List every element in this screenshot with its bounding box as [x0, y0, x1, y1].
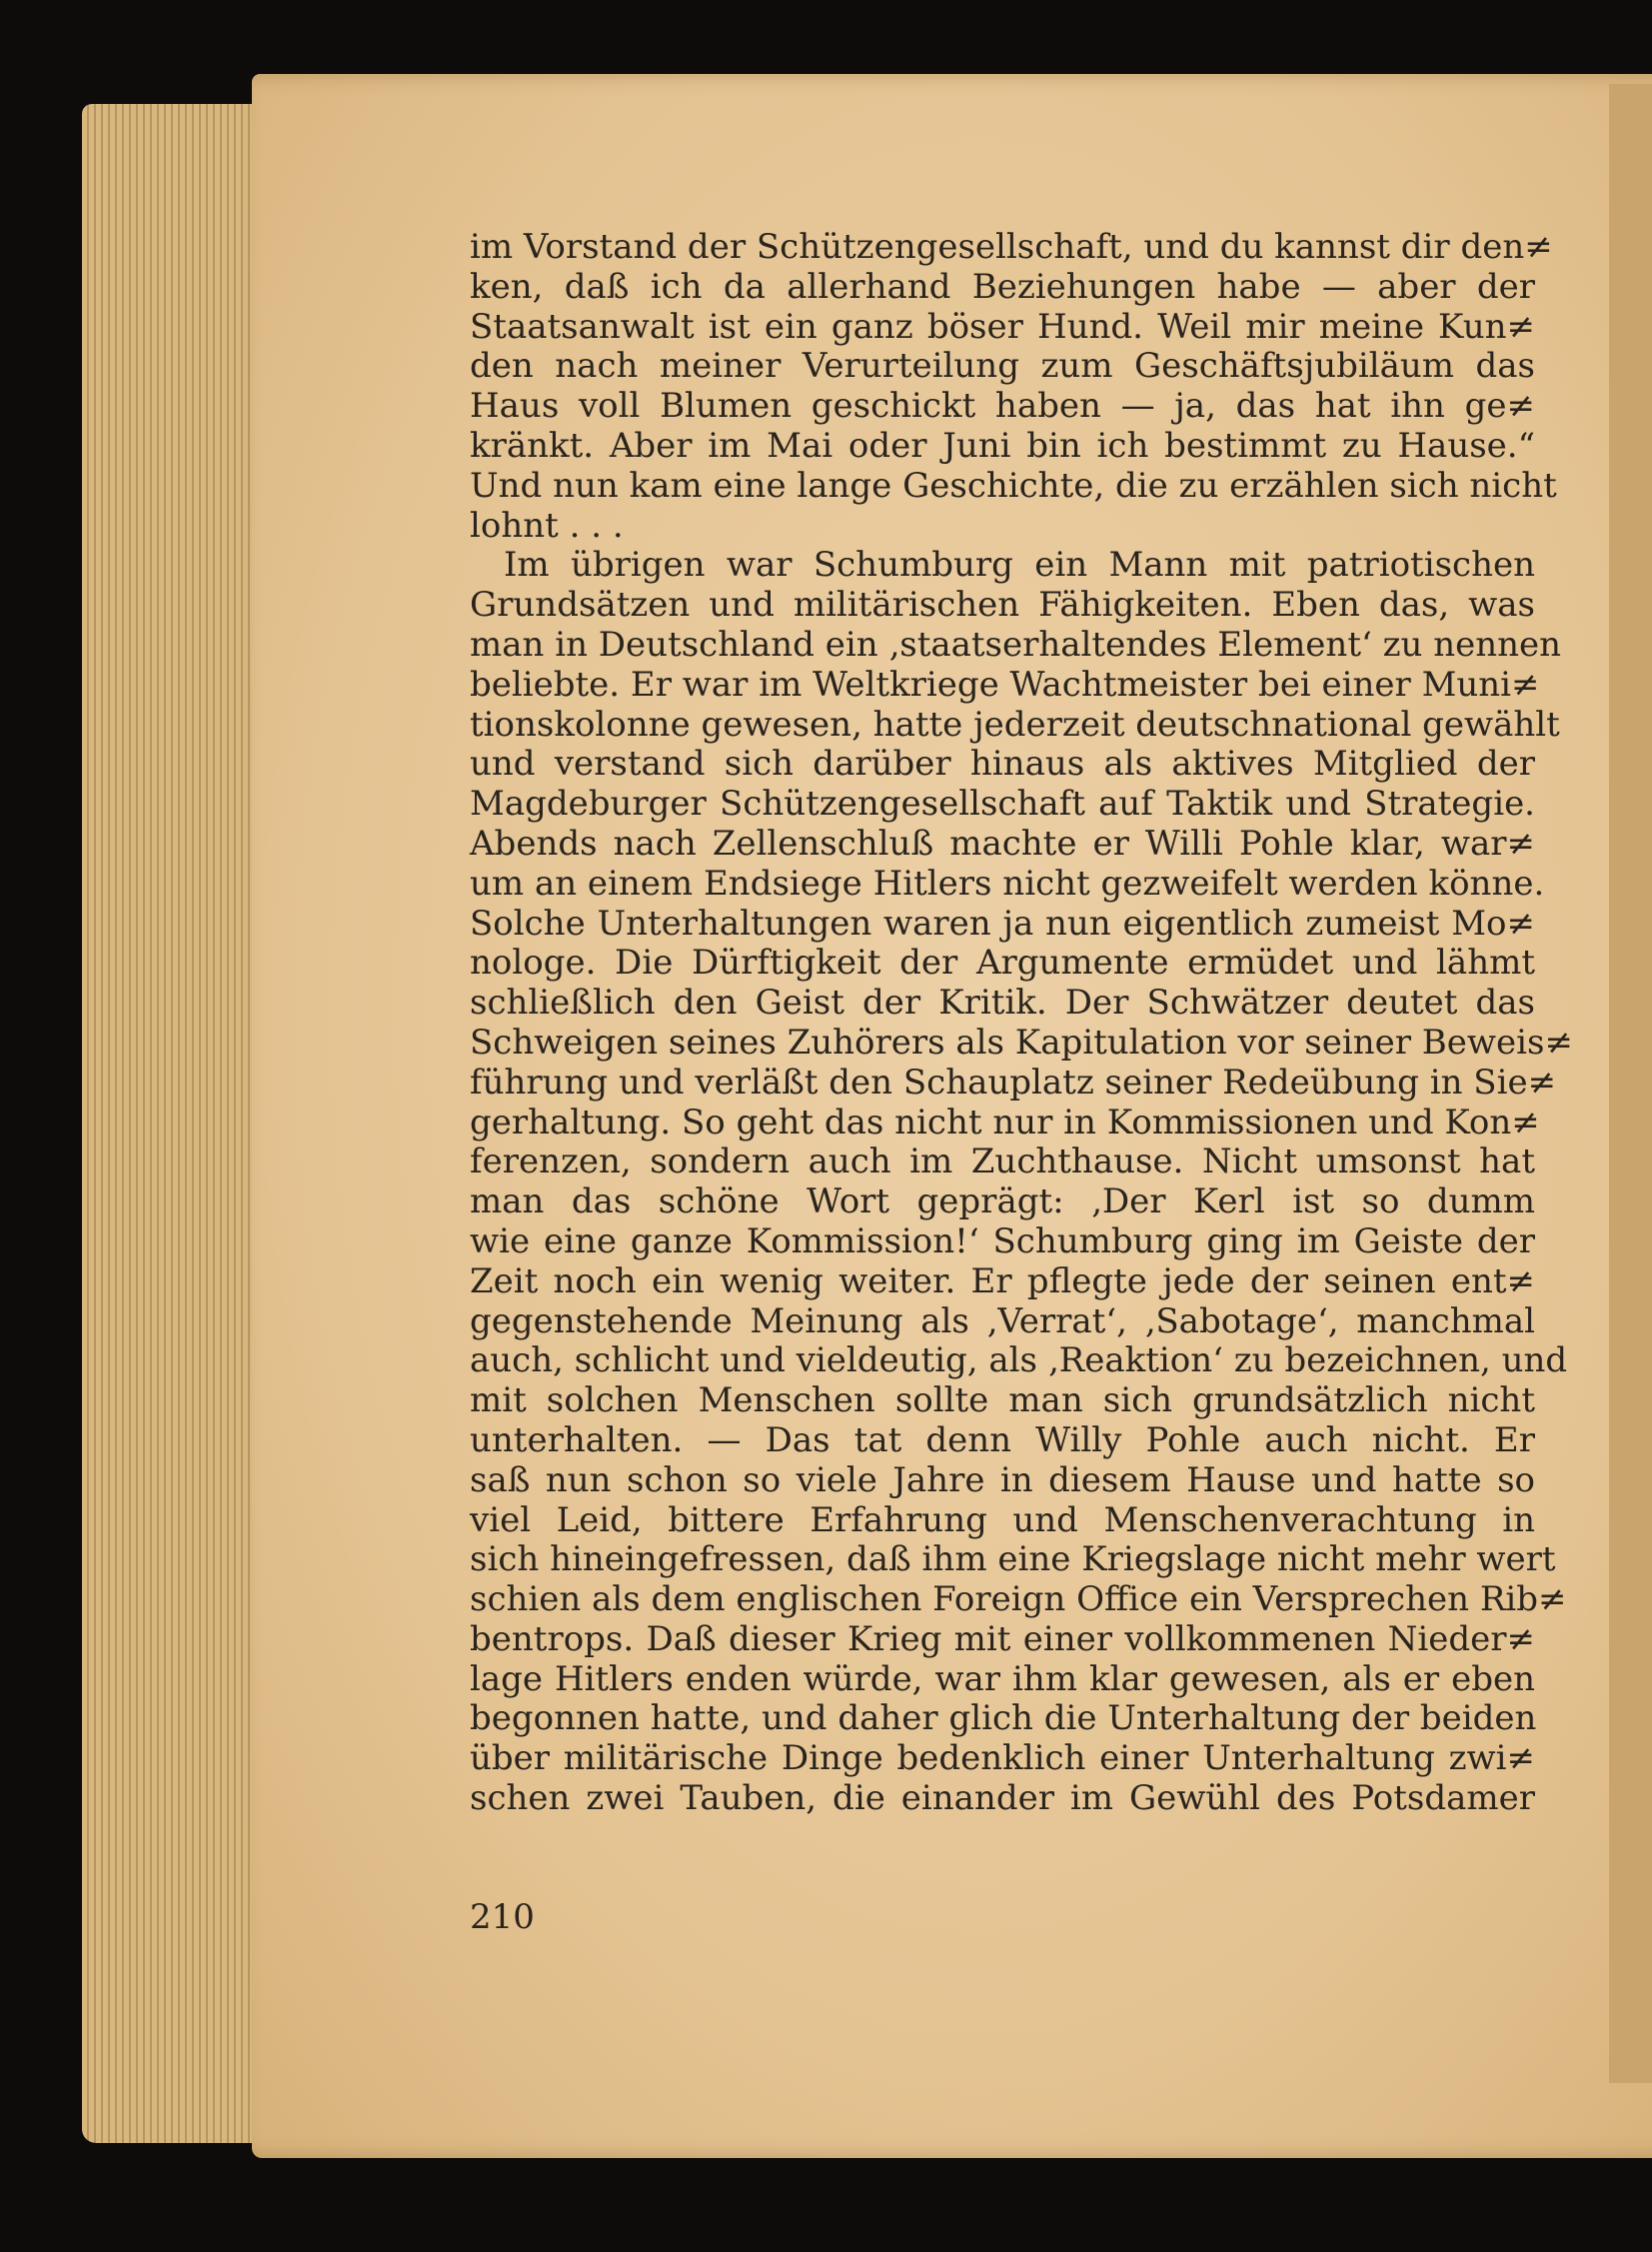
text-line: wie eine ganze Kommission!‘ Schumburg ging im Geiste der	[470, 1220, 1535, 1261]
text-line: um an einem Endsiege Hitlers nicht gezweifelt werden könne.	[470, 863, 1545, 904]
text-line: ken, daß ich da allerhand Beziehungen habe — aber der	[470, 266, 1535, 307]
text-line: Und nun kam eine lange Geschichte, die zu erzählen sich nicht	[470, 465, 1557, 506]
page-number: 210	[470, 1897, 535, 1937]
text-line: gegenstehende Meinung als ‚Verrat‘, ‚Sabotage‘, manchmal	[470, 1300, 1535, 1341]
text-line: lohnt . . .	[470, 505, 624, 546]
text-line: kränkt. Aber im Mai oder Juni bin ich bestimmt zu Hause.“	[470, 425, 1535, 466]
text-line: nologe. Die Dürftigkeit der Argumente ermüdet und lähmt	[470, 943, 1535, 984]
text-line: führung und verläßt den Schauplatz seiner Redeübung in Sie≠	[470, 1062, 1557, 1103]
text-line: Abends nach Zellenschluß machte er Willi Pohle klar, war≠	[470, 823, 1535, 864]
body-text	[470, 227, 1573, 1819]
text-line: Staatsanwalt ist ein ganz böser Hund. Weil mir meine Kun≠	[470, 306, 1535, 347]
text-line: Zeit noch ein wenig weiter. Er pflegte jede der seinen ent≠	[470, 1260, 1535, 1301]
text-line: lage Hitlers enden würde, war ihm klar gewesen, als er eben	[470, 1658, 1535, 1699]
text-line: über militärische Dinge bedenklich einer Unterhaltung zwi≠	[470, 1738, 1535, 1779]
text-line: saß nun schon so viele Jahre in diesem Hause und hatte so	[470, 1459, 1535, 1500]
text-line: ferenzen, sondern auch im Zuchthause. Nicht umsonst hat	[470, 1141, 1535, 1182]
text-line: Haus voll Blumen geschickt haben — ja, das hat ihn ge≠	[470, 386, 1535, 427]
facing-page-edge	[1609, 84, 1652, 2083]
text-line: tionskolonne gewesen, hatte jederzeit deutschnational gewählt	[470, 704, 1560, 745]
text-line: den nach meiner Verurteilung zum Geschäftsjubiläum das	[470, 346, 1535, 387]
text-line: man in Deutschland ein ‚staatserhaltendes Element‘ zu nennen	[470, 624, 1562, 665]
text-line: schen zwei Tauben, die einander im Gewühl des Potsdamer	[470, 1778, 1535, 1819]
text-line: Grundsätzen und militärischen Fähigkeiten. Eben das, was	[470, 585, 1535, 626]
text-line: auch, schlicht und vieldeutig, als ‚Reaktion‘ zu bezeichnen, und	[470, 1340, 1568, 1381]
text-line: Im übrigen war Schumburg ein Mann mit patriotischen	[504, 545, 1535, 586]
text-line: beliebte. Er war im Weltkriege Wachtmeister bei einer Muni≠	[470, 664, 1540, 705]
text-line: sich hineingefressen, daß ihm eine Kriegslage nicht mehr wert	[470, 1539, 1556, 1580]
text-line: Solche Unterhaltungen waren ja nun eigentlich zumeist Mo≠	[470, 903, 1535, 944]
text-line: viel Leid, bittere Erfahrung und Menschenverachtung in	[470, 1499, 1535, 1540]
text-line: gerhaltung. So geht das nicht nur in Kommissionen und Kon≠	[470, 1102, 1540, 1142]
text-line: und verstand sich darüber hinaus als aktives Mitglied der	[470, 744, 1535, 785]
text-line: begonnen hatte, und daher glich die Unterhaltung der beiden	[470, 1698, 1537, 1739]
text-line: unterhalten. — Das tat denn Willy Pohle auch nicht. Er	[470, 1419, 1535, 1460]
text-line: Schweigen seines Zuhörers als Kapitulation vor seiner Beweis≠	[470, 1022, 1573, 1063]
text-line: bentrops. Daß dieser Krieg mit einer vollkommenen Nieder≠	[470, 1618, 1535, 1659]
text-line: man das schöne Wort geprägt: ‚Der Kerl ist so dumm	[470, 1181, 1535, 1222]
text-line: im Vorstand der Schützengesellschaft, und du kannst dir den≠	[470, 227, 1553, 267]
text-line: Magdeburger Schützengesellschaft auf Taktik und Strategie.	[470, 784, 1535, 825]
text-line: schien als dem englischen Foreign Office ein Versprechen Rib≠	[470, 1579, 1567, 1620]
text-line: schließlich den Geist der Kritik. Der Schwätzer deutet das	[470, 983, 1535, 1024]
text-line: mit solchen Menschen sollte man sich grundsätzlich nicht	[470, 1380, 1535, 1421]
